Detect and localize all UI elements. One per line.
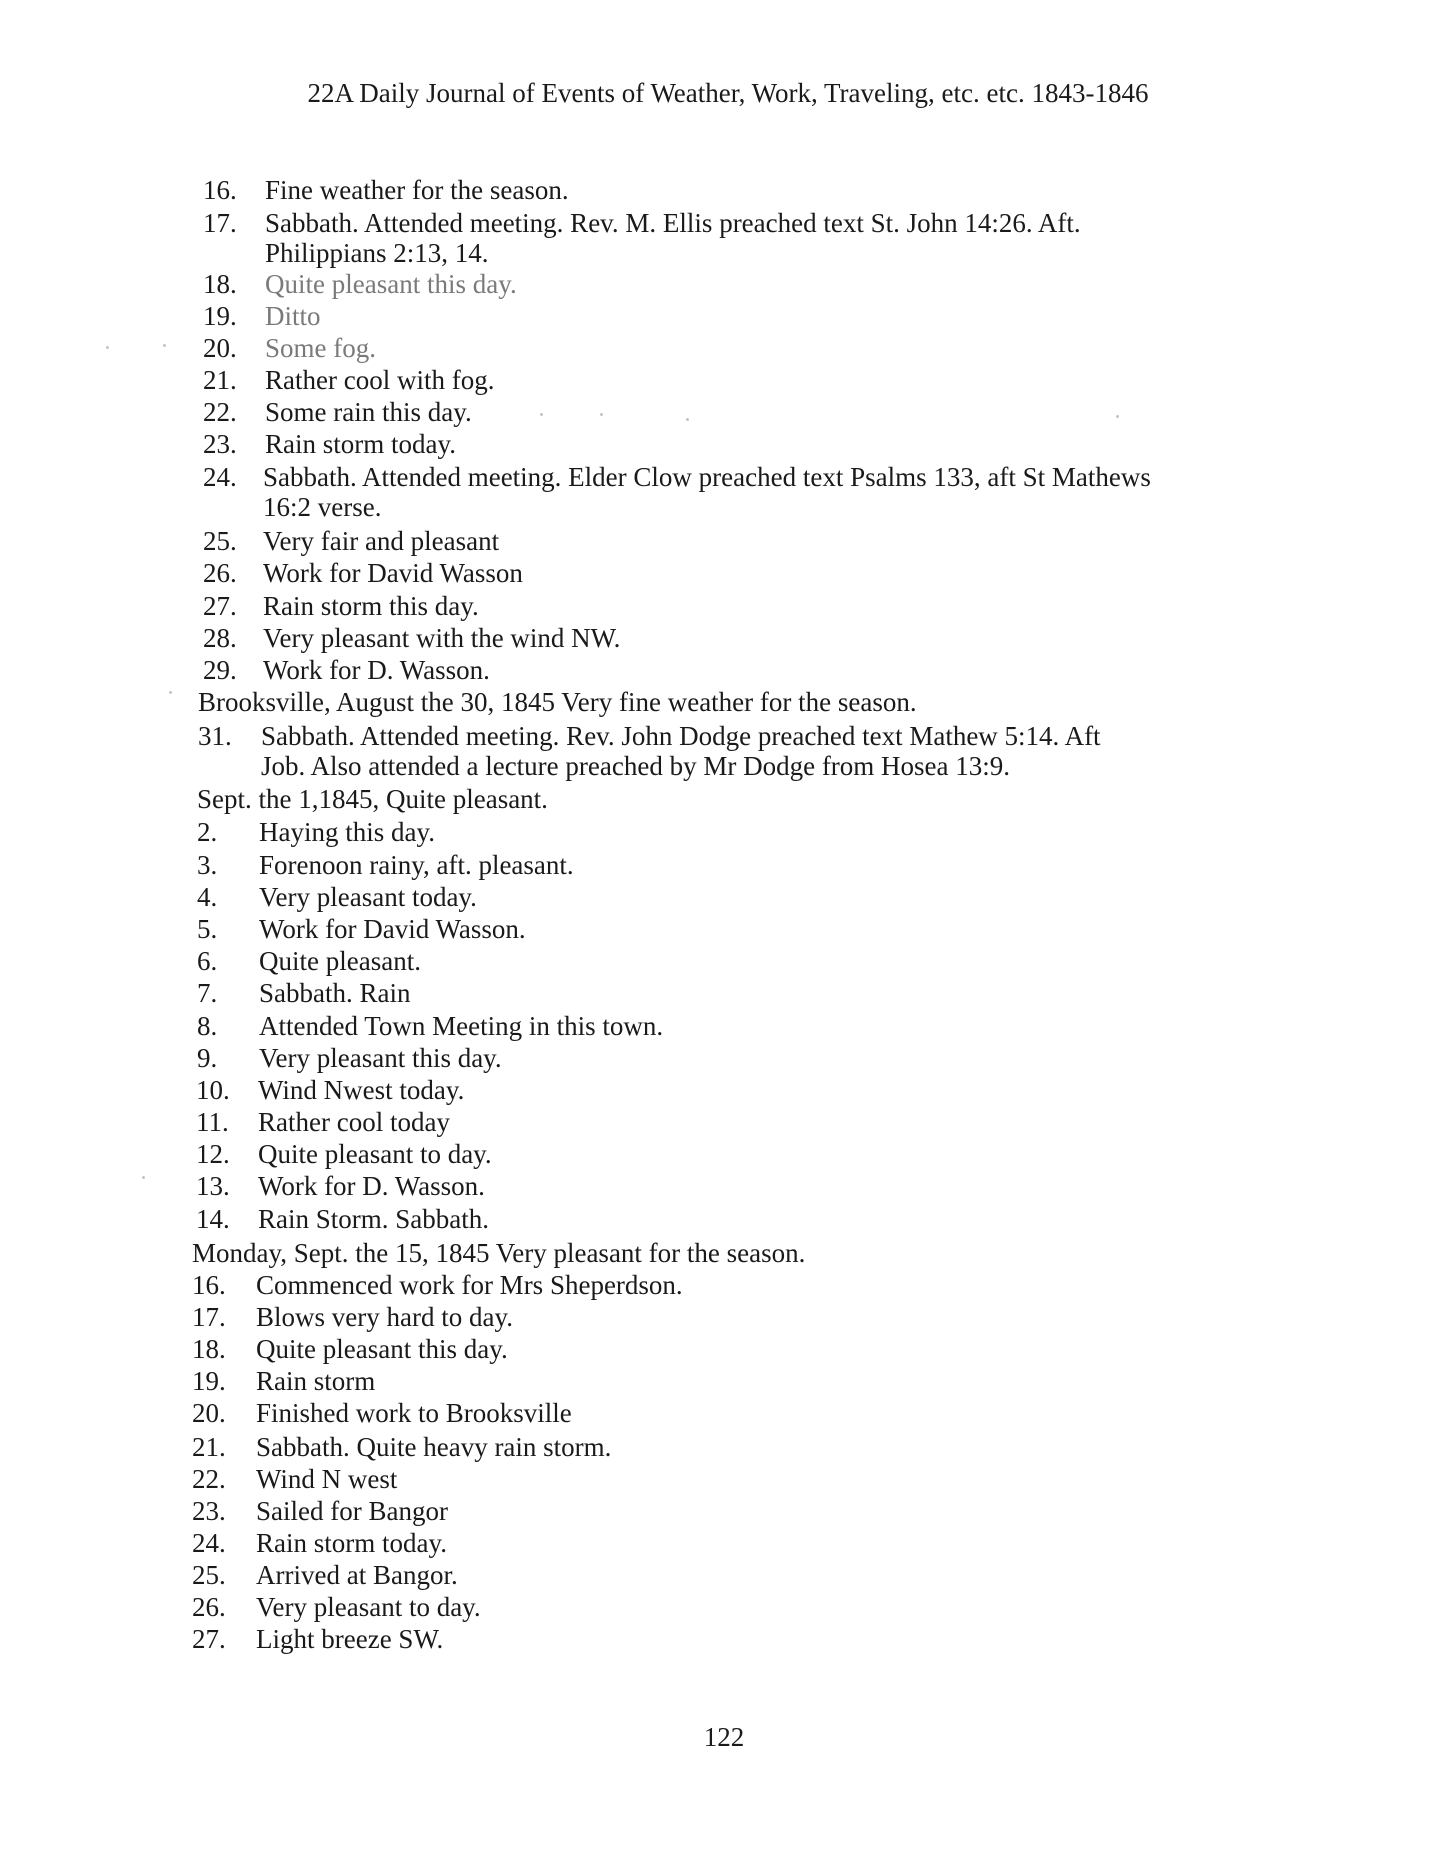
entry-text: Sabbath. Attended meeting. Rev. John Dodge preached text Mathew 5:14. Aft	[261, 721, 1101, 751]
entry-number: 22.	[192, 1464, 226, 1494]
entry-text: Very pleasant with the wind NW.	[263, 623, 621, 653]
entry-number: 28.	[203, 623, 237, 653]
entry-number: 16.	[192, 1270, 226, 1300]
entry-number: 17.	[203, 208, 237, 238]
entry-number: 25.	[192, 1560, 226, 1590]
entry-continuation: Job. Also attended a lecture preached by Mr Dodge from Hosea 13:9.	[261, 751, 1011, 781]
page-number: 122	[703, 1722, 745, 1752]
entry-number: 6.	[197, 946, 218, 976]
entry-text: Sept. the 1,1845, Quite pleasant.	[197, 784, 548, 814]
entry-number: 9.	[197, 1043, 218, 1073]
entry-number: 26.	[192, 1592, 226, 1622]
entry-text: Quite pleasant this day.	[256, 1334, 508, 1364]
entry-text: Fine weather for the season.	[265, 175, 569, 205]
entry-number: 11.	[196, 1107, 229, 1137]
entry-number: 17.	[192, 1302, 226, 1332]
entry-text: Commenced work for Mrs Sheperdson.	[256, 1270, 683, 1300]
entry-continuation: 16:2 verse.	[263, 492, 382, 522]
entry-number: 24.	[192, 1528, 226, 1558]
scan-speck	[600, 413, 603, 416]
entry-number: 23.	[203, 429, 237, 459]
entry-number: 31.	[198, 721, 232, 751]
entry-text: Sabbath. Attended meeting. Rev. M. Ellis preached text St. John 14:26. Aft.	[265, 208, 1081, 238]
page-header: 22A Daily Journal of Events of Weather, Work, Traveling, etc. etc. 1843-1846	[307, 78, 1149, 108]
entry-text: Finished work to Brooksville	[256, 1398, 572, 1428]
entry-text: Some rain this day.	[265, 397, 472, 427]
entry-number: 13.	[196, 1171, 230, 1201]
entry-text: Quite pleasant this day.	[265, 269, 517, 299]
entry-text: Arrived at Bangor.	[256, 1560, 458, 1590]
entry-number: 8.	[197, 1011, 218, 1041]
entry-number: 27.	[203, 591, 237, 621]
entry-text: Brooksville, August the 30, 1845 Very fine weather for the season.	[198, 687, 917, 717]
entry-number: 23.	[192, 1496, 226, 1526]
entry-text: Work for D. Wasson.	[263, 655, 490, 685]
entry-text: Sailed for Bangor	[256, 1496, 448, 1526]
entry-text: Work for David Wasson.	[259, 914, 526, 944]
entry-text: Work for D. Wasson.	[258, 1171, 485, 1201]
entry-text: Blows very hard to day.	[256, 1302, 513, 1332]
entry-text: Rain storm today.	[265, 429, 456, 459]
entry-number: 22.	[203, 397, 237, 427]
entry-text: Work for David Wasson	[263, 558, 523, 588]
entry-number: 26.	[203, 558, 237, 588]
entry-text: Wind N west	[256, 1464, 398, 1494]
entry-number: 19.	[203, 301, 237, 331]
entry-number: 18.	[192, 1334, 226, 1364]
scan-speck	[106, 346, 109, 349]
entry-text: Very fair and pleasant	[263, 526, 500, 556]
entry-text: Rather cool with fog.	[265, 365, 495, 395]
entry-text: Rather cool today	[258, 1107, 450, 1137]
entry-number: 27.	[192, 1624, 226, 1654]
entry-text: Quite pleasant.	[259, 946, 421, 976]
scan-speck	[142, 1176, 145, 1179]
entry-text: Wind Nwest today.	[258, 1075, 465, 1105]
entry-text: Sabbath. Rain	[259, 978, 411, 1008]
entry-text: Very pleasant this day.	[259, 1043, 502, 1073]
scan-speck	[686, 418, 689, 421]
entry-number: 7.	[197, 978, 218, 1008]
entry-text: Ditto	[265, 301, 321, 331]
entry-text: Sabbath. Quite heavy rain storm.	[256, 1432, 612, 1462]
entry-text: Rain storm today.	[256, 1528, 447, 1558]
scan-speck	[1116, 415, 1119, 418]
entry-number: 3.	[197, 850, 218, 880]
entry-text: Quite pleasant to day.	[258, 1139, 492, 1169]
entry-text: Monday, Sept. the 15, 1845 Very pleasant for the season.	[192, 1238, 806, 1268]
entry-number: 24.	[203, 462, 237, 492]
entry-continuation: Philippians 2:13, 14.	[265, 238, 489, 268]
entry-text: Rain Storm. Sabbath.	[258, 1204, 489, 1234]
entry-number: 21.	[192, 1432, 226, 1462]
entry-number: 10.	[196, 1075, 230, 1105]
entry-text: Forenoon rainy, aft. pleasant.	[259, 850, 574, 880]
entry-number: 12.	[196, 1139, 230, 1169]
scan-speck	[540, 413, 543, 416]
entry-number: 4.	[197, 882, 218, 912]
entry-text: Light breeze SW.	[256, 1624, 444, 1654]
entry-text: Attended Town Meeting in this town.	[259, 1011, 664, 1041]
entry-number: 25.	[203, 526, 237, 556]
entry-number: 5.	[197, 914, 218, 944]
entry-text: Rain storm this day.	[263, 591, 479, 621]
entry-number: 2.	[197, 817, 218, 847]
entry-number: 21.	[203, 365, 237, 395]
entry-number: 19.	[192, 1366, 226, 1396]
entry-number: 20.	[192, 1398, 226, 1428]
entry-text: Very pleasant to day.	[256, 1592, 481, 1622]
entry-text: Some fog.	[265, 333, 376, 363]
entry-number: 18.	[203, 269, 237, 299]
scan-speck	[169, 691, 172, 694]
entry-number: 29.	[203, 655, 237, 685]
entry-number: 14.	[196, 1204, 230, 1234]
entry-text: Rain storm	[256, 1366, 376, 1396]
scan-speck	[163, 344, 166, 347]
entry-text: Sabbath. Attended meeting. Elder Clow preached text Psalms 133, aft St Mathews	[263, 462, 1151, 492]
entry-number: 16.	[203, 175, 237, 205]
entry-text: Haying this day.	[259, 817, 435, 847]
entry-number: 20.	[203, 333, 237, 363]
entry-text: Very pleasant today.	[259, 882, 477, 912]
